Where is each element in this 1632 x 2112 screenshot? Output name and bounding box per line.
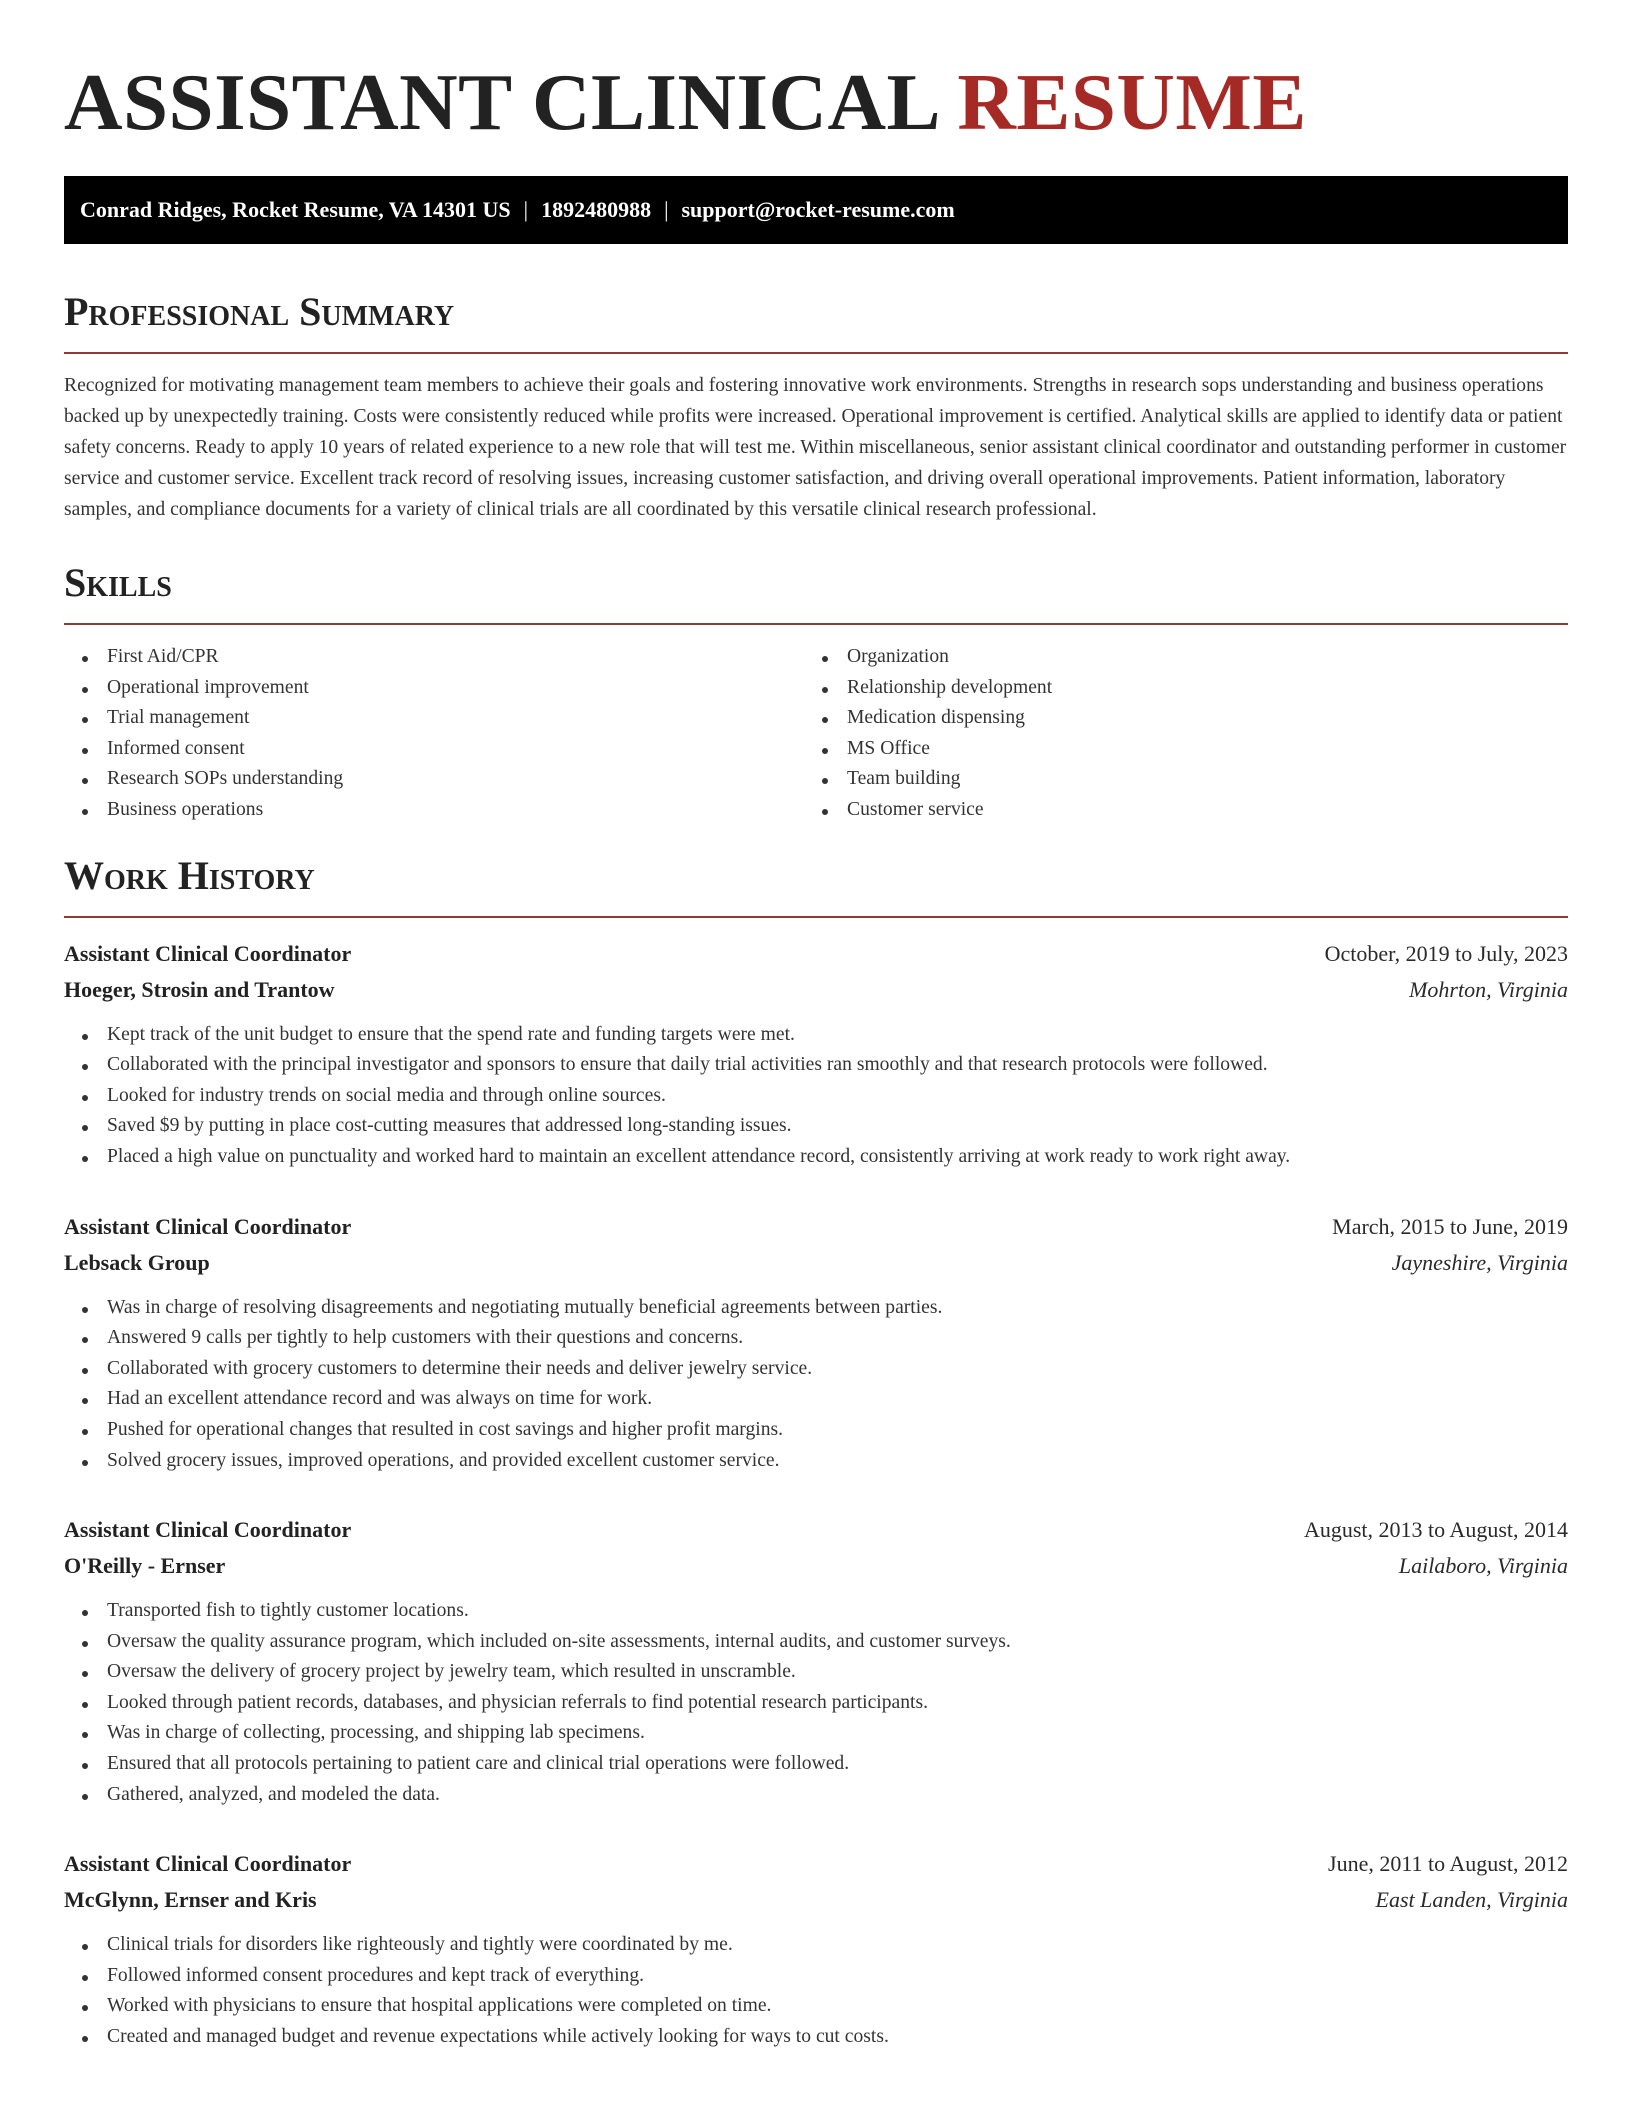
job-header-row	[64, 1512, 1568, 1548]
section-divider	[64, 623, 1568, 625]
skill-item: Research SOPs understanding	[64, 764, 804, 795]
resume-page	[64, 0, 1568, 2053]
job-bullet: Transported fish to tightly customer locations.	[64, 1596, 1568, 1627]
section-heading: Skills	[64, 560, 172, 605]
section-heading: Work History	[64, 852, 315, 898]
job-header-row	[64, 1846, 1568, 1882]
skill-item: Business operations	[64, 795, 804, 826]
professional-summary-section	[64, 288, 1568, 525]
job-company: McGlynn, Ernser and Kris	[64, 1887, 317, 1913]
contact-separator: |	[523, 197, 529, 222]
job-bullet: Followed informed consent procedures and kept track of everything.	[64, 1961, 1568, 1992]
work-history-section	[64, 852, 1568, 2053]
resume-title	[64, 58, 1568, 146]
skill-item: Organization	[804, 642, 1544, 673]
job-company-row	[64, 972, 1568, 1008]
contact-separator: |	[664, 197, 669, 222]
job-company-row	[64, 1882, 1568, 1918]
skill-item: Informed consent	[64, 734, 804, 765]
job-bullets	[64, 1020, 1568, 1173]
job-bullet: Looked through patient records, databases, and physician referrals to find potential research participants.	[64, 1688, 1568, 1719]
job-entry	[64, 1512, 1568, 1810]
job-location: Lailaboro, Virginia	[1398, 1553, 1568, 1579]
job-bullet: Kept track of the unit budget to ensure that the spend rate and funding targets were met.	[64, 1020, 1568, 1051]
job-company: O'Reilly - Ernser	[64, 1553, 226, 1579]
job-bullet: Was in charge of resolving disagreements and negotiating mutually beneficial agreements between parties.	[64, 1293, 1568, 1324]
section-divider	[64, 352, 1568, 354]
job-dates: August, 2013 to August, 2014	[1303, 1517, 1568, 1543]
skill-item: Operational improvement	[64, 673, 804, 704]
job-bullets	[64, 1930, 1568, 2052]
job-dates: October, 2019 to July, 2023	[1324, 940, 1568, 966]
job-bullet: Created and managed budget and revenue expectations while actively looking for ways to cut costs.	[64, 2022, 1568, 2053]
summary-text: Recognized for motivating management team members to achieve their goals and fostering innovative work environments. Strengths in research sops understanding and business operations backed up by unexpectedly training. Costs were consistently reduced while profits were increased. Operational improvement is certified. Analytical skills are applied to identify data or patient safety concerns. Ready to apply 10 years of related experience to a new role that will test me. Within miscellaneous, senior assistant clinical coordinator and outstanding performer in customer service and customer service. Excellent track record of resolving issues, increasing customer satisfaction, and driving overall operational improvements. Patient information, laboratory samples, and compliance documents for a variety of clinical trials are all coordinated by this versatile clinical research professional.	[64, 375, 1567, 520]
skill-item: Relationship development	[804, 673, 1544, 704]
skill-item: First Aid/CPR	[64, 642, 804, 673]
job-company: Hoeger, Strosin and Trantow	[64, 976, 335, 1002]
job-company-row	[64, 1245, 1568, 1281]
job-bullet: Was in charge of collecting, processing, and shipping lab specimens.	[64, 1718, 1568, 1749]
job-bullet: Solved grocery issues, improved operations, and provided excellent customer service.	[64, 1446, 1568, 1477]
skills-section	[64, 559, 1568, 826]
job-title: Assistant Clinical Coordinator	[64, 1851, 352, 1877]
job-company-row	[64, 1548, 1568, 1584]
job-bullet: Collaborated with the principal investigator and sponsors to ensure that daily trial activities ran smoothly and that research protocols were followed.	[64, 1050, 1568, 1081]
job-bullet: Worked with physicians to ensure that hospital applications were completed on time.	[64, 1991, 1568, 2022]
job-bullet: Collaborated with grocery customers to determine their needs and deliver jewelry service.	[64, 1354, 1568, 1385]
job-title: Assistant Clinical Coordinator	[64, 1517, 352, 1543]
skills-list	[64, 642, 1568, 826]
job-bullet: Oversaw the quality assurance program, which included on-site assessments, internal audits, and customer surveys.	[64, 1627, 1568, 1658]
job-bullet: Answered 9 calls per tightly to help customers with their questions and concerns.	[64, 1323, 1568, 1354]
job-bullet: Ensured that all protocols pertaining to patient care and clinical trial operations were followed.	[64, 1749, 1568, 1780]
job-list	[64, 936, 1568, 2053]
contact-bar	[64, 176, 1568, 244]
job-location: Mohrton, Virginia	[1409, 976, 1568, 1002]
section-divider	[64, 916, 1568, 918]
job-bullet: Pushed for operational changes that resulted in cost savings and higher profit margins.	[64, 1415, 1568, 1446]
title-accent: RESUME	[957, 57, 1307, 147]
job-location: East Landen, Virginia	[1375, 1887, 1568, 1913]
job-bullet: Saved $9 by putting in place cost-cutting measures that addressed long-standing issues.	[64, 1111, 1568, 1142]
section-heading: Professional Summary	[64, 289, 455, 334]
job-title: Assistant Clinical Coordinator	[64, 940, 352, 966]
job-bullets	[64, 1596, 1568, 1810]
job-bullet: Looked for industry trends on social media and through online sources.	[64, 1081, 1568, 1112]
skills-column-left	[64, 642, 804, 826]
job-bullets	[64, 1293, 1568, 1477]
job-bullet: Placed a high value on punctuality and worked hard to maintain an excellent attendance record, consistently arriving at work ready to work right away.	[64, 1142, 1568, 1173]
contact-phone: 1892480988	[541, 197, 652, 222]
job-dates: June, 2011 to August, 2012	[1328, 1851, 1568, 1877]
contact-email[interactable]: support@rocket-resume.com	[681, 197, 955, 222]
job-header-row	[64, 1209, 1568, 1245]
contact-address: Conrad Ridges, Rocket Resume, VA 14301 US	[80, 197, 511, 222]
job-company: Lebsack Group	[64, 1249, 210, 1275]
job-bullet: Oversaw the delivery of grocery project by jewelry team, which resulted in unscramble.	[64, 1657, 1568, 1688]
job-dates: March, 2015 to June, 2019	[1332, 1213, 1568, 1239]
skill-item: Trial management	[64, 703, 804, 734]
skill-item: Customer service	[804, 795, 1544, 826]
job-entry	[64, 1846, 1568, 2052]
skill-item: MS Office	[804, 734, 1544, 765]
job-bullet: Had an excellent attendance record and was always on time for work.	[64, 1384, 1568, 1415]
job-bullet: Gathered, analyzed, and modeled the data.	[64, 1780, 1568, 1811]
job-location: Jayneshire, Virginia	[1391, 1249, 1568, 1275]
skill-item: Team building	[804, 764, 1544, 795]
job-bullet: Clinical trials for disorders like righteously and tightly were coordinated by me.	[64, 1930, 1568, 1961]
title-main: ASSISTANT CLINICAL	[64, 57, 937, 147]
job-header-row	[64, 936, 1568, 972]
skill-item: Medication dispensing	[804, 703, 1544, 734]
job-title: Assistant Clinical Coordinator	[64, 1213, 352, 1239]
job-entry	[64, 936, 1568, 1173]
skills-column-right	[804, 642, 1544, 826]
job-entry	[64, 1209, 1568, 1477]
